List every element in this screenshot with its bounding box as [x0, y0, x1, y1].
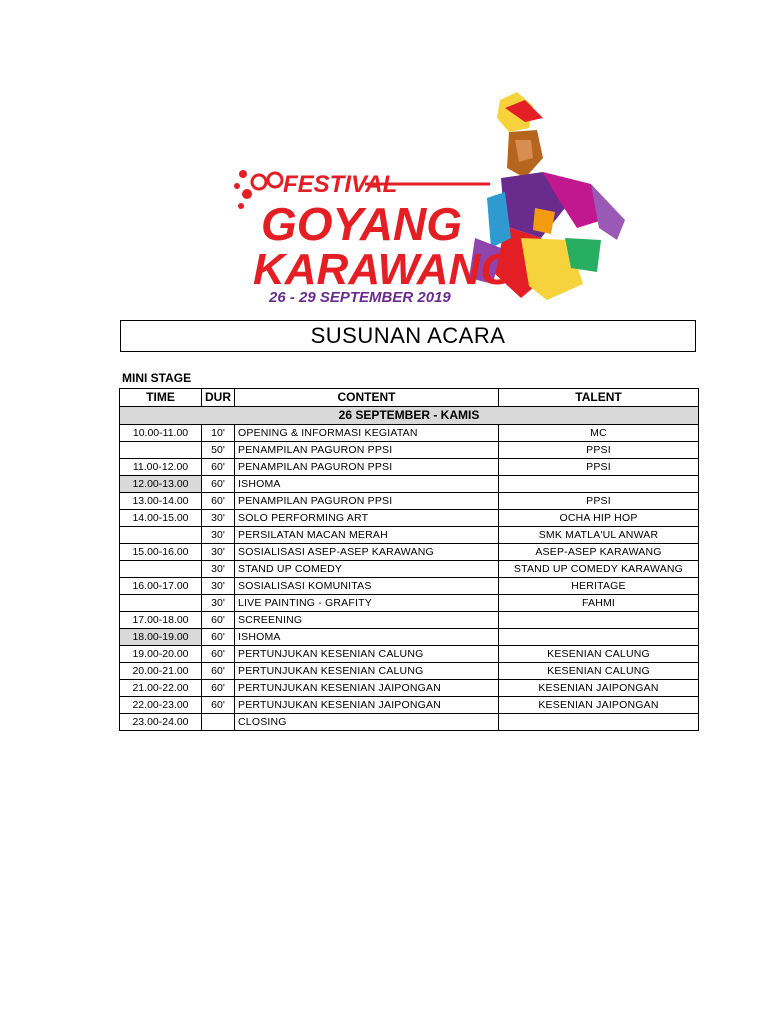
cell-time [120, 595, 202, 612]
table-row [120, 646, 699, 663]
table-row [120, 561, 699, 578]
cell-talent: PPSI [499, 493, 699, 510]
header-time: TIME [120, 389, 202, 407]
table-row [120, 459, 699, 476]
cell-talent [499, 612, 699, 629]
cell-talent: KESENIAN JAIPONGAN [499, 680, 699, 697]
cell-time: 22.00-23.00 [120, 697, 202, 714]
schedule-table [119, 388, 699, 731]
cell-talent: STAND UP COMEDY KARAWANG [499, 561, 699, 578]
page-title: SUSUNAN ACARA [310, 323, 506, 348]
cell-dur: 60' [202, 493, 235, 510]
cell-content: SOSIALISASI KOMUNITAS [235, 578, 499, 595]
cell-dur: 60' [202, 663, 235, 680]
cell-content: SOSIALISASI ASEP-ASEP KARAWANG [235, 544, 499, 561]
table-row [120, 612, 699, 629]
header-content: CONTENT [235, 389, 499, 407]
cell-time [120, 527, 202, 544]
schedule-body [120, 407, 699, 731]
cell-talent: HERITAGE [499, 578, 699, 595]
cell-talent: PPSI [499, 442, 699, 459]
cell-time: 20.00-21.00 [120, 663, 202, 680]
table-row [120, 510, 699, 527]
cell-time: 21.00-22.00 [120, 680, 202, 697]
cell-talent: SMK MATLA'UL ANWAR [499, 527, 699, 544]
logo-line1: FESTIVAL [283, 171, 398, 198]
cell-dur: 30' [202, 561, 235, 578]
table-row [120, 544, 699, 561]
cell-dur: 60' [202, 612, 235, 629]
cell-time: 15.00-16.00 [120, 544, 202, 561]
cell-time [120, 442, 202, 459]
cell-talent [499, 476, 699, 493]
table-row [120, 663, 699, 680]
cell-talent [499, 714, 699, 731]
table-row [120, 697, 699, 714]
cell-time: 19.00-20.00 [120, 646, 202, 663]
cell-talent: OCHA HIP HOP [499, 510, 699, 527]
cell-time: 13.00-14.00 [120, 493, 202, 510]
cell-content: PENAMPILAN PAGURON PPSI [235, 442, 499, 459]
cell-content: ISHOMA [235, 629, 499, 646]
cell-time [120, 561, 202, 578]
logo-dates: 26 - 29 SEPTEMBER 2019 [269, 289, 451, 306]
cell-talent: PPSI [499, 459, 699, 476]
festival-logo [225, 88, 645, 310]
table-row [120, 493, 699, 510]
cell-content: PERSILATAN MACAN MERAH [235, 527, 499, 544]
cell-time: 11.00-12.00 [120, 459, 202, 476]
table-row [120, 527, 699, 544]
table-row [120, 442, 699, 459]
cell-time: 10.00-11.00 [120, 425, 202, 442]
cell-time: 14.00-15.00 [120, 510, 202, 527]
table-row [120, 595, 699, 612]
cell-dur: 60' [202, 646, 235, 663]
cell-talent: KESENIAN CALUNG [499, 663, 699, 680]
cell-dur: 30' [202, 527, 235, 544]
cell-talent: FAHMI [499, 595, 699, 612]
cell-dur [202, 714, 235, 731]
cell-content: PERTUNJUKAN KESENIAN JAIPONGAN [235, 680, 499, 697]
table-row [120, 476, 699, 493]
cell-content: PENAMPILAN PAGURON PPSI [235, 459, 499, 476]
header-talent: TALENT [499, 389, 699, 407]
day-row [120, 407, 699, 425]
cell-content: PENAMPILAN PAGURON PPSI [235, 493, 499, 510]
cell-content: OPENING & INFORMASI KEGIATAN [235, 425, 499, 442]
table-row [120, 578, 699, 595]
table-header-row [120, 389, 699, 407]
cell-talent: MC [499, 425, 699, 442]
cell-dur: 50' [202, 442, 235, 459]
header-dur: DUR [202, 389, 235, 407]
table-row [120, 629, 699, 646]
logo-line3: KARAWANG [253, 245, 515, 294]
cell-content: PERTUNJUKAN KESENIAN CALUNG [235, 646, 499, 663]
cell-content: STAND UP COMEDY [235, 561, 499, 578]
cell-dur: 60' [202, 459, 235, 476]
cell-talent [499, 629, 699, 646]
cell-content: SOLO PERFORMING ART [235, 510, 499, 527]
cell-talent: KESENIAN CALUNG [499, 646, 699, 663]
day-label: 26 SEPTEMBER - KAMIS [120, 407, 699, 425]
cell-dur: 30' [202, 595, 235, 612]
cell-content: CLOSING [235, 714, 499, 731]
cell-content: PERTUNJUKAN KESENIAN JAIPONGAN [235, 697, 499, 714]
cell-talent: ASEP-ASEP KARAWANG [499, 544, 699, 561]
cell-time: 23.00-24.00 [120, 714, 202, 731]
cell-content: SCREENING [235, 612, 499, 629]
cell-time: 17.00-18.00 [120, 612, 202, 629]
stage-label: MINI STAGE [122, 371, 192, 385]
cell-time: 18.00-19.00 [120, 629, 202, 646]
cell-time: 16.00-17.00 [120, 578, 202, 595]
cell-dur: 30' [202, 578, 235, 595]
cell-dur: 10' [202, 425, 235, 442]
cell-dur: 30' [202, 544, 235, 561]
cell-dur: 60' [202, 476, 235, 493]
logo-line2: GOYANG [261, 198, 463, 250]
table-row [120, 425, 699, 442]
cell-dur: 30' [202, 510, 235, 527]
cell-content: ISHOMA [235, 476, 499, 493]
table-row [120, 714, 699, 731]
cell-dur: 60' [202, 629, 235, 646]
cell-content: PERTUNJUKAN KESENIAN CALUNG [235, 663, 499, 680]
title-box [120, 320, 696, 352]
cell-talent: KESENIAN JAIPONGAN [499, 697, 699, 714]
cell-content: LIVE PAINTING - GRAFITY [235, 595, 499, 612]
festival-logo-artwork [225, 88, 645, 310]
cell-time: 12.00-13.00 [120, 476, 202, 493]
cell-dur: 60' [202, 680, 235, 697]
cell-dur: 60' [202, 697, 235, 714]
table-row [120, 680, 699, 697]
